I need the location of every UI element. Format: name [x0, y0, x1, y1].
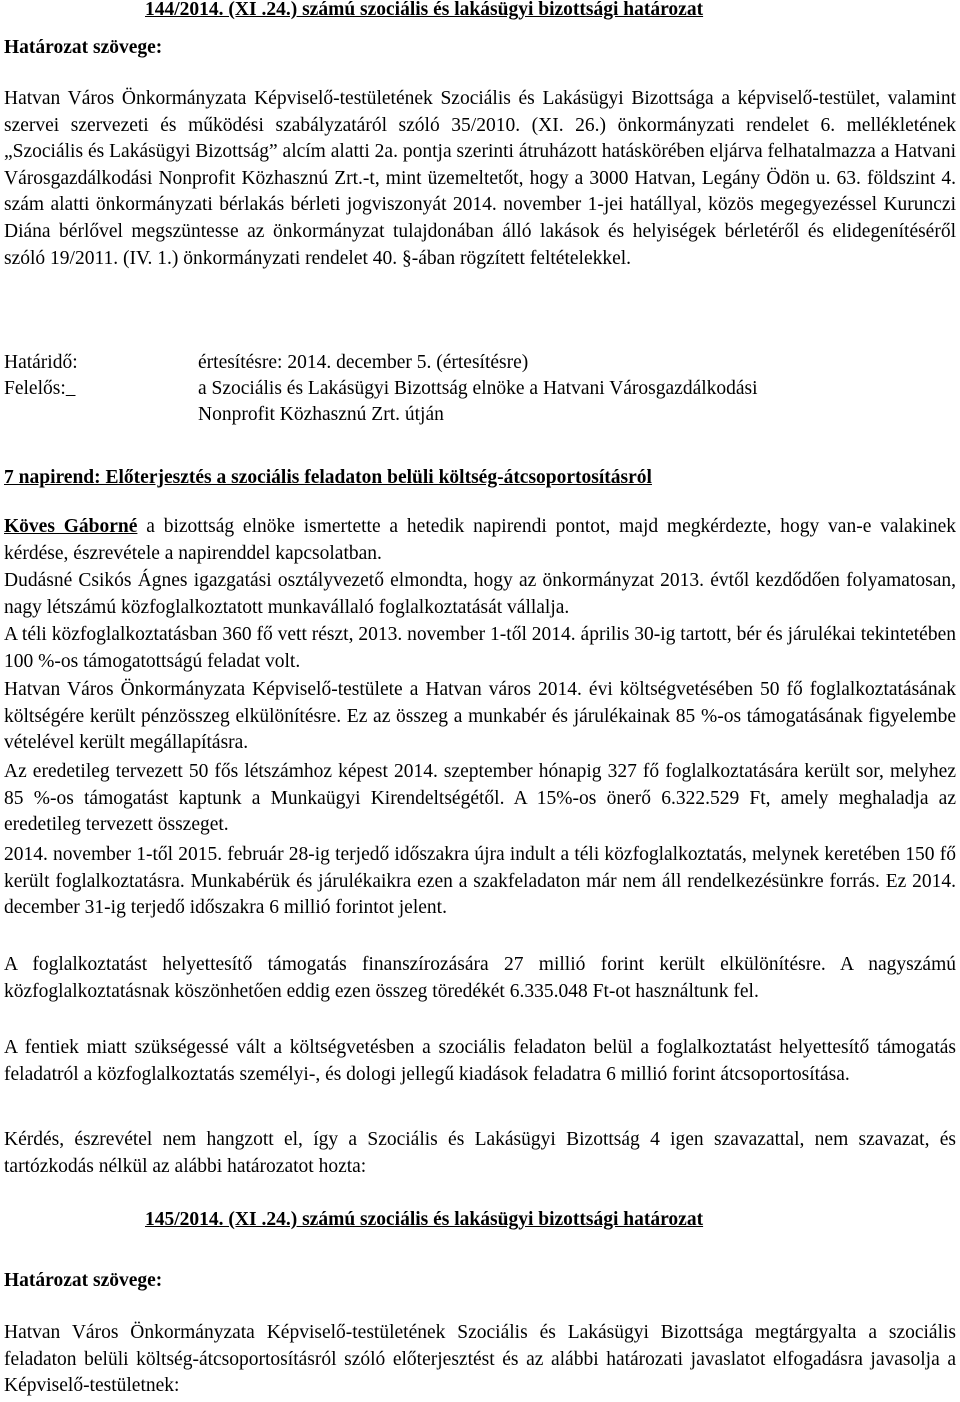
responsible-label [4, 376, 76, 403]
agenda-7-paragraph: A téli közfoglalkoztatásban 360 fő vett részt, 2013. november 1-től 2014. április 30-ig tartott, bér és járulékai tekintetében 100 %-os támogatottságú feladat volt. [4, 624, 956, 672]
agenda-7-paragraph: A fentiek miatt szükségessé vált a költségvetésben a szociális feladaton belül a foglalkoztatást helyettesítő támogatás feladatról a közfoglalkoztatás személyi-, és dologi jellegű kiadások feladatra 6 millió forint átcsoportosítása. [4, 1037, 956, 1085]
agenda-7-paragraph: A foglalkoztatást helyettesítő támogatás finanszírozására 27 millió forint került elkülönítésre. A nagyszámú közfoglalkoztatásnak köszönhetően eddig ezen összeg töredékét 6.335.048 Ft-ot használtunk fel. [4, 954, 956, 1002]
chair-text: a bizottság elnöke ismertette a hetedik napirendi pontot, majd megkérdezte, hogy van-e valakinek kérdése, észrevétele a napirenddel kapcsolatban. [4, 516, 956, 564]
resolution-144-text-label: Határozat szövege: [4, 37, 163, 58]
resolution-145-title: 145/2014. (XI .24.) számú szociális és lakásügyi bizottsági határozat [145, 1209, 704, 1230]
resolution-145-text-label: Határozat szövege: [4, 1270, 163, 1291]
resolution-144-body: Hatvan Város Önkormányzata Képviselő-testületének Szociális és Lakásügyi Bizottsága a képviselő-testület, valamint szervei szervezeti és működési szabályzatáról szóló 35/2010. (XI. 26.) önkormányzati rendelet 6. mellékletének „Szociális és Lakásügyi Bizottság” alcím alatti 2a. pontja szerinti átruházott hatáskörében eljárva felhatalmazza a Hatvani Városgazdálkodási Nonprofit Közhasznú Zrt.-t, mint üzemeltetőt, hogy a 3000 Hatvan, Legány Ödön u. 63. földszint 4. szám alatti önkormányzati bérlakás bérleti jogviszonyát 2014. november 1-jei hatállyal, közös megegyezéssel Kurunczi Diána bérlővel megszüntesse az önkormányzat tulajdonában álló lakások és helyiségek bérletéről és elidegenítéséről szóló 19/2011. (IV. 1.) önkormányzati rendelet 40. §-ában rögzített feltételekkel. [4, 88, 956, 269]
agenda-7-paragraph: Hatvan Város Önkormányzata Képviselő-testülete a Hatvan város 2014. évi költségvetésében 50 fő foglalkoztatásának költségére került pénzösszeg elkülönítésre. Ez az összeg a munkabér és járulékainak 85 %-os támogatásának figyelembe vételével került megállapításra. [4, 679, 956, 754]
responsible-label-text: Felelős: [4, 378, 66, 399]
deadline-label: Határidő: [4, 352, 78, 373]
responsible-value-line-1: a Szociális és Lakásügyi Bizottság elnöke a Hatvani Városgazdálkodási [198, 378, 758, 399]
deadline-value: értesítésre: 2014. december 5. (értesítésre) [198, 352, 529, 373]
agenda-7-paragraph: Az eredetileg tervezett 50 fős létszámhoz képest 2014. szeptember hónapig 327 fő foglalkoztatására került sor, melyhez 85 %-os támogatást kaptunk a Munkaügyi Kirendeltségétől. A 15%-os önerő 6.322.529 Ft, amely meghaladja az eredetileg tervezett összeget. [4, 761, 956, 836]
agenda-7-paragraph: 2014. november 1-től 2015. február 28-ig terjedő időszakra újra indult a téli közfoglalkoztatás, melynek keretében 150 fő került foglalkoztatásra. Munkabérük és járulékaikra ezen a szakfeladaton már nem áll rendelkezésünkre forrás. Ez 2014. december 31-ig terjedő időszakra 6 millió forintot jelent. [4, 844, 956, 919]
resolution-144-title: 144/2014. (XI .24.) számú szociális és lakásügyi bizottsági határozat [145, 0, 704, 20]
agenda-7-paragraph: Dudásné Csikós Ágnes igazgatási osztályvezető elmondta, hogy az önkormányzat 2013. évtől kezdődően folyamatosan, nagy létszámú közfoglalkoztatott munkavállaló foglalkoztatását vállalja. [4, 570, 956, 618]
chair-name: Köves Gáborné [4, 516, 138, 537]
agenda-7-intro [4, 514, 956, 567]
responsible-underline-space [66, 378, 76, 399]
agenda-7-heading: 7 napirend: Előterjesztés a szociális feladaton belüli költség-átcsoportosításról [4, 467, 652, 488]
responsible-value-line-2: Nonprofit Közhasznú Zrt. útján [198, 404, 444, 425]
resolution-145-body: Hatvan Város Önkormányzata Képviselő-testületének Szociális és Lakásügyi Bizottsága megtárgyalta a szociális feladaton belüli költség-átcsoportosításról szóló előterjesztést és az alábbi határozati javaslatot elfogadásra javasolja a Képviselő-testületnek: [4, 1322, 956, 1397]
vote-text: Kérdés, észrevétel nem hangzott el, így a Szociális és Lakásügyi Bizottság 4 igen szavazattal, nem szavazat, és tartózkodás nélkül az alábbi határozatot hozta: [4, 1129, 956, 1177]
